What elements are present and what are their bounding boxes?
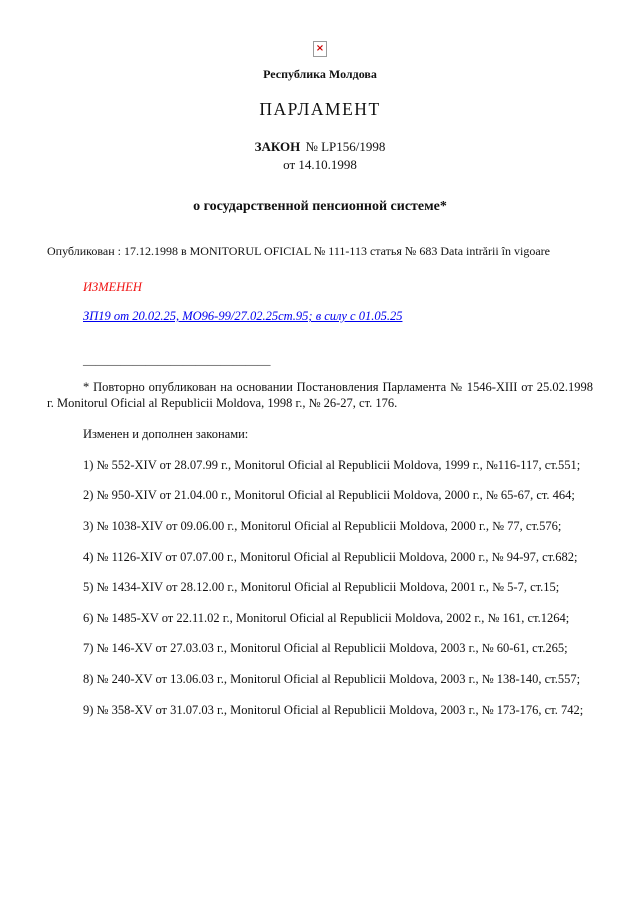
amendment-item: 9) № 358-XV от 31.07.03 г., Monitorul Oficial al Republicii Moldova, 2003 г., № 173-176, ст. 742; — [83, 702, 584, 717]
amendment-item: 5) № 1434-XIV от 28.12.00 г., Monitorul Oficial al Republicii Moldova, 2001 г., № 5-7, ст.15; — [83, 580, 560, 595]
red-x-icon: × — [315, 42, 325, 54]
document-header — [47, 40, 593, 215]
amendment-item: 2) № 950-XIV от 21.04.00 г., Monitorul Oficial al Republicii Moldova, 2000 г., № 65-67, ст. 464; — [83, 488, 575, 503]
doc-date: от 14.10.1998 — [283, 157, 357, 172]
doc-number: № LP156/1998 — [305, 139, 386, 154]
amendment-item: 8) № 240-XV от 13.06.03 г., Monitorul Oficial al Republicii Moldova, 2003 г., № 138-140, ст.557; — [83, 671, 581, 686]
institution-name: ПАРЛАМЕНТ — [259, 99, 381, 119]
amendment-item: 6) № 1485-XV от 22.11.02 г., Monitorul Oficial al Republicii Moldova, 2002 г., № 161, ст.1264; — [83, 610, 570, 625]
doc-type-label: ЗАКОН — [254, 139, 301, 154]
publication-line: Опубликован : 17.12.1998 в MONITORUL OFICIAL № 111-113 статья № 683 Data intrării în vigoare — [47, 244, 550, 258]
amendment-item: 1) № 552-XIV от 28.07.99 г., Monitorul Oficial al Republicii Moldova, 1999 г., №116-117, ст.551; — [83, 457, 581, 472]
footnote-separator: ______________________________ — [83, 353, 271, 367]
amendments-intro: Изменен и дополнен законами: — [83, 427, 249, 442]
footnote-paragraph: * Повторно опубликован на основании Постановления Парламента № 1546-XIII от 25.02.1998 г. Monitorul Oficial al Republicii Moldova, 1998 г., № 26-27, ст. 176. — [47, 380, 593, 410]
document-title: о государственной пенсионной системе* — [193, 199, 447, 214]
amendment-link[interactable]: ЗП19 от 20.02.25, МО96-99/27.02.25ст.95; в силу с 01.05.25 — [83, 309, 403, 323]
amendment-item: 4) № 1126-XIV от 07.07.00 г., Monitorul Oficial al Republicii Moldova, 2000 г., № 94-97, ст.682; — [83, 549, 578, 564]
amendment-status: ИЗМЕНЕН — [83, 280, 142, 294]
amendment-item: 7) № 146-XV от 27.03.03 г., Monitorul Oficial al Republicii Moldova, 2003 г., № 60-61, ст.265; — [83, 641, 568, 656]
amendment-item: 3) № 1038-XIV от 09.06.00 г., Monitorul Oficial al Republicii Moldova, 2000 г., № 77, ст.576; — [83, 518, 562, 533]
broken-image-icon — [313, 41, 327, 57]
country-name: Республика Молдова — [263, 67, 377, 81]
law-number-line — [47, 139, 593, 155]
